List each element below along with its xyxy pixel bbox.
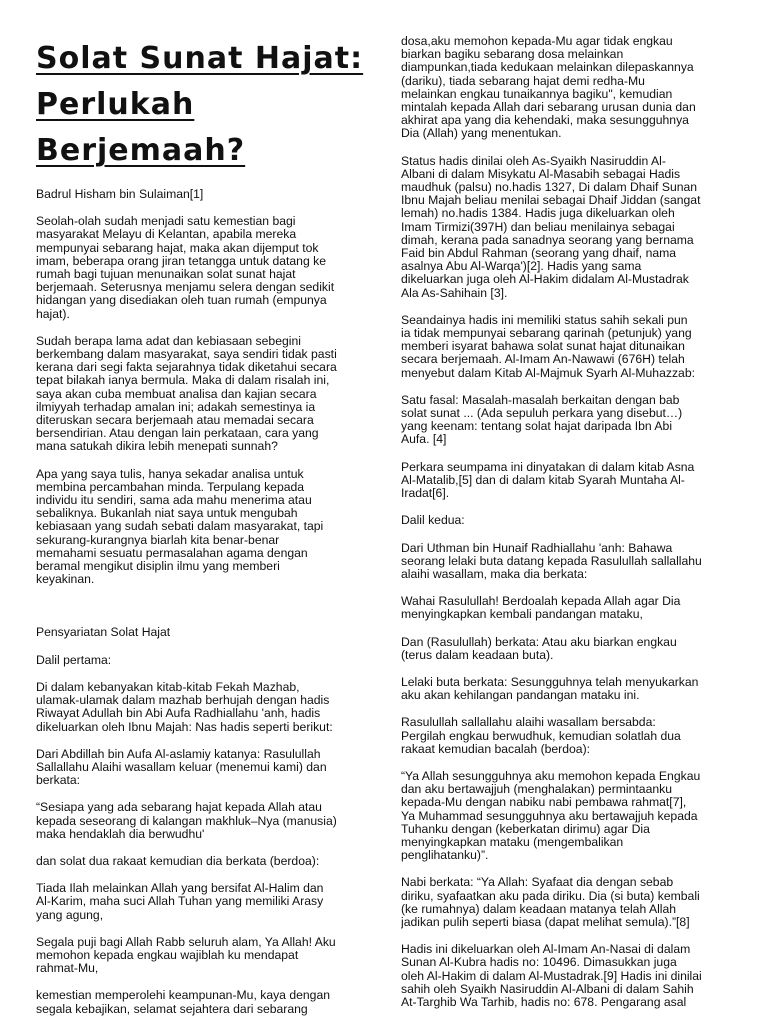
paragraph: Dari Uthman bin Hunaif Radhiallahu 'anh: Bahawa seorang lelaki buta datang kepada Rasulullah sallallahu alaihi wasallam, maka dia berkata: <box>401 540 702 581</box>
paragraph: Status hadis dinilai oleh As-Syaikh Nasiruddin Al- Albani di dalam Misykatu Al-Masabih sebagai Hadis maudhuk (palsu) no.hadis 1327, Di dalam Dhaif Sunan Ibnu Majah beliau menilai sebagai Dhaif Jiddan (sangat lemah) no.hadis 1384. Hadis juga dikeluarkan oleh Imam Tirmizi(397H) dan beliau menilainya sebagai dimah, kerana pada sanadnya seorang yang bernama Faid bin Abdul Rahman (seorang yang dhaif, nama asalnya Abu Al-Warqa')[2]. Hadis yang sama dikeluarkan juga oleh Al-Hakim didalam Al-Mustadrak Ala As-Sahihain [3]. <box>401 153 701 300</box>
paragraph: Hadis ini dikeluarkan oleh Al-Imam An-Nasai di dalam Sunan Al-Kubra hadis no: 10496. Dimasukkan juga oleh Al-Hakim di dalam Al-Mustadrak.[9] Hadis ini dinilai sahih oleh Syaikh Nasiruddin Al-Albani di dalam Sahih At-Targhib Wa Tarhib, hadis no: 678. Pengarang asal <box>401 942 702 1009</box>
document-title: Solat Sunat Hajat: Perlukah Berjemaah? <box>36 41 364 168</box>
quote-paragraph: Satu fasal: Masalah-masalah berkaitan dengan bab solat sunat ... (Ada sepuluh perkara yang disebut…) yang keenam: tentang solat hajat daripada Ibn Abi Aufa. [4] <box>401 392 683 447</box>
section-heading: Pensyariatan Solat Hajat <box>36 625 171 640</box>
two-column-body <box>36 36 746 1024</box>
paragraph: Di dalam kebanyakan kitab-kitab Fekah Mazhab, ulamak-ulamak dalam mazhab berhujah dengan hadis Riwayat Adullah bin Abi Aufa Radhiallahu 'anh, hadis dikeluarkan oleh Ibnu Majah: Nas hadis seperti berikut: <box>36 679 333 734</box>
paragraph: Apa yang saya tulis, hanya sekadar analisa untuk membina percambahan minda. Terpulang kepada individu itu sendiri, sama ada mahu menerima atau sebaliknya. Bukanlah niat saya untuk mengubah kebiasaan yang sudah sebati dalam masyarakat, tapi sekurang-kurangnya biarlah kita benar-benar memahami sesuatu permasalahan agama dengan beramal mengikut disiplin ilmu yang memberi keyakinan. <box>36 466 324 587</box>
subheading: Dalil pertama: <box>36 652 112 667</box>
paragraph: Seandainya hadis ini memiliki status sahih sekali pun ia tidak mempunyai sebarang qarinah (petunjuk) yang memberi isyarat bahawa solat sunat hajat ditunaikan secara berjemaah. Al-Imam An-Nawawi (676H) telah menyebut dalam Kitab Al-Majmuk Syarh Al-Muhazzab: <box>401 312 695 380</box>
paragraph: dan solat dua rakaat kemudian dia berkata (berdoa): <box>36 853 320 868</box>
subheading: Dalil kedua: <box>401 513 465 528</box>
paragraph: Dari Abdillah bin Aufa Al-aslamiy katanya: Rasulullah Sallallahu Alaihi wasallam keluar (menemui kami) dan berkata: <box>36 746 327 788</box>
quote-paragraph: “Ya Allah sesungguhnya aku memohon kepada Engkau dan aku bertawajjuh (menghalakan) permintaanku kepada-Mu dengan nabiku nabi pembawa rahmat[7], Ya Muhammad sesungguhnya aku bertawajjuh kepada Tuhanku dengan (keberkatan dirimu) agar Dia menyingkapkan mataku (mengembalikan penglihatanku)”. <box>401 768 701 863</box>
quote-paragraph: Tiada Ilah melainkan Allah yang bersifat Al-Halim dan Al-Karim, maha suci Allah Tuhan yang memiliki Arasy yang agung, <box>36 881 324 922</box>
paragraph: Seolah-olah sudah menjadi satu kemestian bagi masyarakat Melayu di Kelantan, apabila mereka mempunyai sebarang hajat, maka akan dijemput tok imam, beberapa orang jiran tetangga untuk datang ke rumah bagi tujuan menunaikan solat sunat hajat berjemaah. Seterusnya menjamu selera dengan sedikit hidangan yang disediakan oleh tuan rumah (empunya hajat). <box>36 214 335 321</box>
paragraph: Lelaki buta berkata: Sesungguhnya telah menyukarkan aku akan kehilangan pandangan mataku ini. <box>401 674 699 703</box>
quote-paragraph: “Sesiapa yang ada sebarang hajat kepada Allah atau kepada seseorang di kalangan makhluk–Nya (manusia) maka hendaklah dia berwudhu' <box>36 800 337 841</box>
paragraph: Wahai Rasulullah! Berdoalah kepada Allah agar Dia menyingkapkan kembali pandangan mataku, <box>401 594 681 622</box>
quote-paragraph: Nabi berkata: “Ya Allah: Syafaat dia dengan sebab diriku, syafaatkan aku pada diriku. Dia (si buta) kembali (ke rumahnya) dalam keadaan matanya telah Allah jadikan pulih seperti biasa (dapat melihat semula).”[8] <box>401 875 700 929</box>
right-column <box>401 35 746 1024</box>
quote-paragraph: Segala puji bagi Allah Rabb seluruh alam, Ya Allah! Aku memohon kepada engkau wajiblah ku mendapat rahmat-Mu, <box>36 934 336 976</box>
author-line: Badrul Hisham bin Sulaiman[1] <box>36 187 204 201</box>
paragraph: Rasulullah sallallahu alaihi wasallam bersabda: Pergilah engkau berwudhuk, kemudian solatlah dua rakaat kemudian bacalah (berdoa): <box>401 715 681 756</box>
quote-paragraph: kemestian memperolehi keampunan-Mu, kaya dengan segala kebajikan, selamat sejahtera dari sebarang <box>36 988 331 1016</box>
left-column <box>36 36 381 1024</box>
paragraph: Perkara seumpama ini dinyatakan di dalam kitab Asna Al-Matalib,[5] dan di dalam kitab Syarah Muntaha Al- Iradat[6]. <box>401 459 695 501</box>
paragraph: Dan (Rasulullah) berkata: Atau aku biarkan engkau (terus dalam keadaan buta). <box>401 634 677 662</box>
paragraph: Sudah berapa lama adat dan kebiasaan sebegini berkembang dalam masyarakat, saya sendiri tidak pasti kerana dari segi fakta sejarahnya tidak diketahui secara tepat bilakah ianya bermula. Maka di dalam risalah ini, saya akan cuba membuat analisa dan kajian secara ilmiyyah terhadap amalan ini; adakah semestinya ia diteruskan secara berjemaah atau memadai secara bersendirian. Atau dengan lain perkataan, cara yang mana satukah dikira lebih menepati sunnah? <box>36 333 337 454</box>
quote-paragraph: dosa,aku memohon kepada-Mu agar tidak engkau biarkan bagiku sebarang dosa melainkan diampunkan,tiada kedukaan melainkan dilepaskannya (dariku), tiada sebarang hajat demi redha-Mu melainkan engkau tunaikannya bagiku", kemudian mintalah kepada Allah dari sebarang urusan dunia dan akhirat apa yang dia kehendaki, maka sesungguhnya Dia (Allah) yang menentukan. <box>401 35 696 141</box>
section-spacer <box>36 600 381 626</box>
